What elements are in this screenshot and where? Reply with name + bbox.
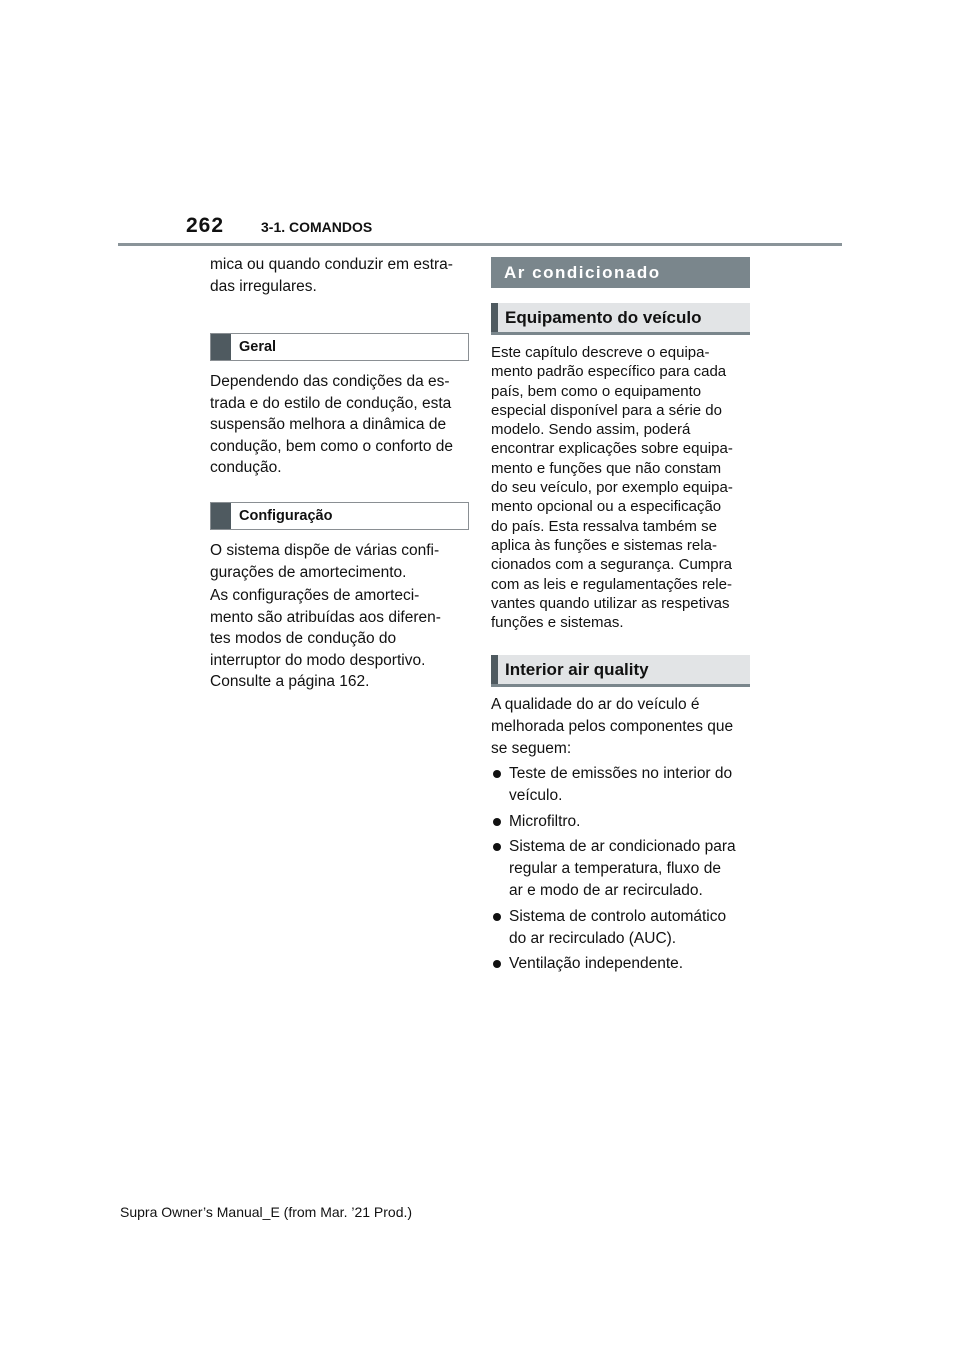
bullet-line: regular a temperatura, fluxo de [509,860,721,878]
equipment-line: encontrar explicações sobre equipa- [491,440,733,458]
general-paragraph [210,371,470,479]
bullet-dot-icon [491,906,509,950]
air-quality-heading-label: Interior air quality [505,659,649,679]
bullet-line: veículo. [509,786,563,804]
config-paragraph-1 [210,540,470,583]
config-line: tes modos de condução do [210,630,397,647]
config-heading-label: Configuração [239,508,333,524]
heading-bar [491,303,498,332]
air-intro-line: melhorada pelos componentes que [491,717,734,735]
bullet-line: Sistema de ar condicionado para [509,838,736,856]
bullet-item [491,906,751,950]
equipment-heading [491,303,750,335]
equipment-line: aplica às funções e sistemas rela- [491,536,717,554]
equipment-heading-label: Equipamento do veículo [505,307,702,327]
intro-paragraph [210,254,470,297]
equipment-line: funções e sistemas. [491,614,624,632]
general-line: suspensão melhora a dinâmica de [210,416,447,433]
config-paragraph-2 [210,585,470,693]
bullet-line: Sistema de controlo automático [509,907,727,925]
heading-bar [211,503,231,529]
bullet-line: ar e modo de ar recirculado. [509,881,703,899]
air-quality-heading [491,655,750,687]
heading-bar [491,655,498,684]
bullet-item [491,811,751,833]
general-line: trada e do estilo de condução, esta [210,394,452,412]
bullet-item [491,836,751,901]
air-quality-intro [491,694,751,759]
general-heading [210,333,469,361]
equipment-line: do país. Esta ressalva também se [491,517,717,535]
equipment-line: Este capítulo descreve o equipa- [491,344,710,361]
bullet-list [491,763,751,975]
air-intro-line: A qualidade do ar do veículo é [491,696,700,713]
general-heading-label: Geral [239,339,277,355]
general-line: condução, bem como o conforto de [210,437,453,455]
equipment-line: cionados com a segurança. Cumpra [491,556,732,574]
general-line: condução. [210,459,282,476]
bullet-dot-icon [491,953,509,975]
config-line: interruptor do modo desportivo. [210,651,426,669]
equipment-line: vantes quando utilizar as respetivas [491,594,730,612]
general-line: Dependendo das condições da es- [210,373,450,390]
config-line: gurações de amortecimento. [210,563,407,581]
bullet-item [491,763,751,807]
equipment-line: mento opcional ou a especificação [491,498,722,516]
intro-line: mica ou quando conduzir em estra- [210,256,453,273]
page-number: 262 [186,214,225,237]
bullet-line: Microfiltro. [509,812,581,830]
equipment-line: com as leis e regulamentações rele- [491,575,732,593]
bullet-dot-icon [491,811,509,833]
bullet-line: Teste de emissões no interior do [509,765,733,782]
bullet-item [491,953,751,975]
header-divider [118,243,842,246]
equipment-line: mento e funções que não constam [491,459,722,477]
heading-bar [211,334,231,360]
air-intro-line: se seguem: [491,739,572,757]
equipment-line: modelo. Sendo assim, poderá [491,421,691,439]
footer-text: Supra Owner’s Manual_E (from Mar. ’21 Prod.) [120,1204,413,1220]
equipment-paragraph [491,343,751,632]
equipment-line: país, bem como o equipamento [491,382,702,400]
equipment-line: especial disponível para a série do [491,401,722,419]
config-line: Consulte a página 162. [210,673,370,690]
config-heading [210,502,469,530]
config-line: As configurações de amorteci- [210,587,420,604]
bullet-dot-icon [491,836,509,901]
section-label: 3-1. COMANDOS [261,219,373,235]
intro-line: das irregulares. [210,277,317,295]
bullet-line: Ventilação independente. [509,955,684,973]
equipment-line: do seu veículo, por exemplo equipa- [491,479,733,497]
main-heading: Ar condicionado [491,257,750,288]
equipment-line: mento padrão específico para cada [491,363,727,381]
bullet-line: do ar recirculado (AUC). [509,929,677,947]
config-line: O sistema dispõe de várias confi- [210,542,440,559]
config-line: mento são atribuídas aos diferen- [210,608,441,626]
bullet-dot-icon [491,763,509,807]
